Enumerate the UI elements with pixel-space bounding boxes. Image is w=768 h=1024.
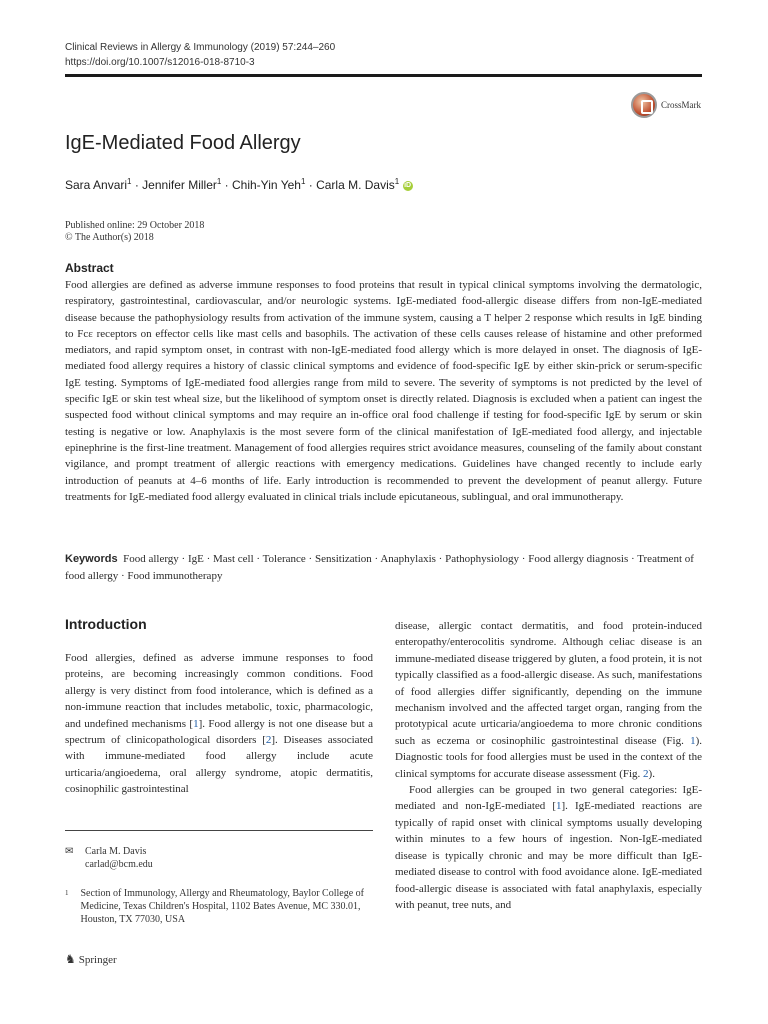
- text-run: ). Diagnostic tools for food allergies must be used in the context of the clinical symptoms for accurate disease assessment (Fig.: [395, 734, 702, 780]
- author-affiliation: 1: [300, 177, 306, 186]
- right-column: [395, 618, 702, 913]
- author-separator: ·: [221, 178, 232, 192]
- keywords-label: Keywords: [65, 553, 118, 565]
- publisher-logo: [65, 952, 117, 967]
- doi-link[interactable]: https://doi.org/10.1007/s12016-018-8710-3: [65, 57, 255, 68]
- text-run: ]. Food allergy is not one disease but a spectrum of clinicopathological disorders [: [65, 717, 373, 747]
- header-rule: [65, 74, 702, 77]
- article-title: IgE-Mediated Food Allergy: [65, 132, 301, 154]
- introduction-paragraph: [65, 650, 373, 798]
- figure-link[interactable]: 2: [643, 767, 649, 780]
- text-run: Food allergies can be grouped in two general categories: IgE-mediated and non-IgE-mediated [: [395, 784, 702, 813]
- footnote-rule: [65, 830, 373, 831]
- affiliation-text: Section of Immunology, Allergy and Rheumatology, Baylor College of Medicine, Texas Children's Hospital, 1102 Bates Avenue, MC 330.01, Houston, TX 77030, USA: [80, 888, 364, 925]
- text-run: ).: [648, 767, 655, 780]
- author-separator: ·: [131, 178, 143, 192]
- journal-citation: Clinical Reviews in Allergy & Immunology (2019) 57:244–260: [65, 42, 336, 53]
- author-affiliation: 1: [127, 177, 132, 186]
- publisher-name: Springer: [78, 953, 117, 966]
- keywords: [65, 551, 702, 584]
- crossmark-label: CrossMark: [661, 100, 701, 110]
- crossmark-badge[interactable]: [631, 92, 701, 118]
- citation-link[interactable]: 1: [556, 800, 562, 813]
- text-run: Food allergies, defined as adverse immune responses to food proteins, are becoming increasingly common conditions. Food allergy is very distinct from food intolerance, which is defined as a non-immune reaction that includes metabolic, toxic, pharmacologic, and undefined mechanisms [: [65, 652, 373, 730]
- keywords-list: Food allergy · IgE · Mast cell · Tolerance · Sensitization · Anaphylaxis · Pathophysiology · Food allergy diagnosis · Treatment of food allergy · Food immunotherapy: [65, 553, 694, 582]
- corresponding-email[interactable]: carlad@bcm.edu: [85, 859, 153, 870]
- introduction-paragraph: [395, 618, 702, 782]
- journal-header: [65, 40, 335, 70]
- section-heading-introduction: Introduction: [65, 616, 147, 632]
- citation-link[interactable]: 1: [193, 717, 199, 730]
- text-run: ]. IgE-mediated reactions are typically of rapid onset with clinical symptoms usually developing within minutes to a few hours of ingestion. Non-IgE-mediated disease is typically chronic and may be more difficult than IgE-mediated disease to control with food avoidance alone. IgE-mediated food-allergic disease is associated with fatal anaphylaxis, especially with peanut, tree nuts, and: [395, 800, 703, 911]
- publication-info: [65, 220, 204, 244]
- abstract-text: Food allergies are defined as adverse immune responses to food proteins that result in typical clinical symptoms involving the dermatologic, respiratory, gastrointestinal, cardiovascular, and/or neurologic systems. IgE-mediated food-allergic disease differs from non-IgE-mediated disease because the pathophysiology results from activation of the immune system, causing a T helper 2 response which results in IgE binding to Fcε receptors on effector cells like mast cells and basophils. The activation of these cells causes release of histamine and other preformed mediators, and rapid symptom onset, in contrast with non-IgE-mediated food allergy which is more delayed in onset. The diagnosis of IgE-mediated food allergy requires a history of classic clinical symptoms and evidence of food-specific IgE by either skin-prick or serum-specific IgE testing. Symptoms of IgE-mediated food allergies range from mild to severe. The severity of symptoms is not predicted by the level of specific IgE or skin test wheal size, but the likelihood of symptom onset is directly related. Diagnosis is excluded when a patient can ingest the suspected food without clinical symptoms and may require an in-office oral food challenge if testing for food-specific IgE by serum or skin testing is negative or low. Anaphylaxis is the most severe form of the clinical manifestation of IgE-mediated food allergy, and injectable epinephrine is the first-line treatment. Management of food allergies requires strict avoidance measures, counseling of the family about constant vigilance, and prompt treatment of allergic reactions with emergency medications. Guidelines have changed recently to include early introduction of peanuts at 4–6 months of life. Early introduction is recommended to prevent the development of peanut allergy. Future treatments for IgE-mediated food allergy evaluated in clinical trials include epicutaneous, sublingual, and oral immunotherapy.: [65, 279, 702, 503]
- author-affiliation: 1: [216, 177, 222, 186]
- abstract-heading: Abstract: [65, 261, 114, 275]
- author-name[interactable]: Jennifer Miller: [142, 178, 217, 192]
- author-separator: ·: [305, 178, 317, 192]
- orcid-icon[interactable]: iD: [404, 181, 412, 189]
- author-list: [65, 177, 413, 192]
- springer-horse-icon: ♞: [65, 952, 76, 966]
- introduction-paragraph: [395, 782, 702, 913]
- citation-link[interactable]: 2: [265, 734, 272, 747]
- author-name[interactable]: Carla M. Davis: [316, 178, 395, 192]
- copyright: © The Author(s) 2018: [65, 232, 154, 243]
- figure-link[interactable]: 1: [690, 734, 696, 747]
- envelope-icon: ✉: [65, 846, 74, 857]
- published-date: Published online: 29 October 2018: [65, 220, 205, 231]
- author-affiliation: 1: [394, 177, 400, 186]
- author-name[interactable]: Sara Anvari: [65, 178, 128, 192]
- author-name[interactable]: Chih-Yin Yeh: [232, 178, 301, 192]
- affiliation: [65, 887, 373, 926]
- crossmark-icon: [631, 92, 657, 118]
- corresponding-name: Carla M. Davis: [85, 846, 147, 857]
- text-run: disease, allergic contact dermatitis, and food protein-induced enteropathy/enterocolitis syndrome. Although celiac disease is an immune-mediated disease triggered by gluten, a food protein, it is not typically classified as a food-allergic disease. As such, manifestations of food allergies differ significantly, depending on the immune mechanism involved and the affected target organ, ranging from the prototypical acute urticaria/angioedema to more chronic conditions such as eczema or cosinophilic gastrointestinal disease (Fig.: [395, 620, 702, 747]
- corresponding-author: [65, 845, 153, 871]
- affiliation-number: 1: [65, 889, 69, 897]
- text-run: ]. Diseases associated with immune-mediated food allergy include acute urticaria/angioedema, oral allergy syndrome, atopic dermatitis, cosinophilic gastrointestinal: [65, 734, 374, 796]
